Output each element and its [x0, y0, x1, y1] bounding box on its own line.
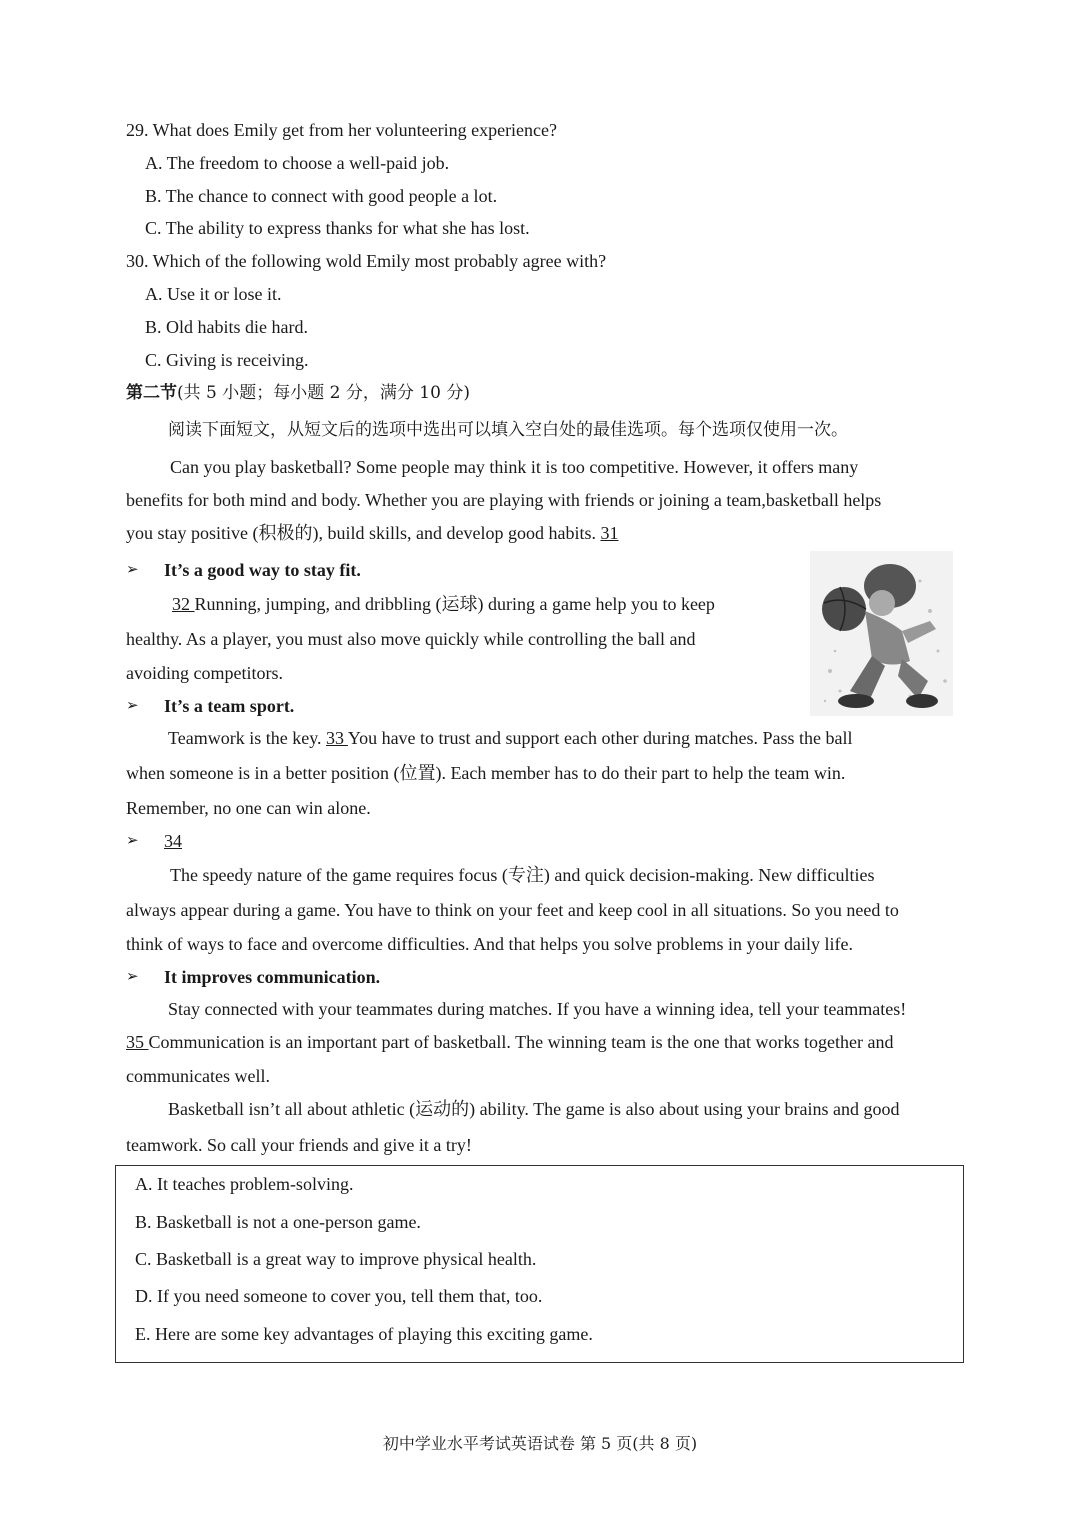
- team-line-1-a: Teamwork is the key.: [168, 728, 327, 748]
- comm-line-2: [126, 1030, 894, 1054]
- heading-communication: It improves communication.: [164, 967, 381, 987]
- blank-35: 35: [126, 1032, 149, 1052]
- choice-a: A. It teaches problem-solving.: [135, 1174, 354, 1194]
- choice-c: C. Basketball is a great way to improve physical health.: [135, 1249, 537, 1269]
- question-29-stem: 29. What does Emily get from her volunteering experience?: [126, 120, 558, 140]
- choices-box: [115, 1165, 964, 1363]
- question-29-option-c: C. The ability to express thanks for what she has lost.: [145, 218, 530, 238]
- bullet-arrow-icon: ➢: [126, 969, 139, 985]
- speed-line-3: think of ways to face and overcome difficulties. And that helps you solve problems in your daily life.: [126, 934, 854, 954]
- choice-d: D. If you need someone to cover you, tell them that, too.: [135, 1286, 543, 1306]
- intro-line-3: [126, 521, 618, 545]
- end-line-1: Basketball isn’t all about athletic (运动的) ability. The game is also about using your brains and good: [168, 1099, 900, 1119]
- bullet-arrow-icon: ➢: [126, 562, 139, 578]
- choice-b: B. Basketball is not a one-person game.: [135, 1212, 421, 1232]
- team-line-2: when someone is in a better position (位置). Each member has to do their part to help the team win.: [126, 763, 846, 783]
- team-line-1-b: You have to trust and support each other during matches. Pass the ball: [347, 728, 853, 748]
- blank-33: 33: [326, 728, 348, 748]
- comm-line-3: communicates well.: [126, 1066, 270, 1086]
- intro-line-1: Can you play basketball? Some people may think it is too competitive. However, it offers many: [170, 457, 859, 477]
- fit-line-3: avoiding competitors.: [126, 663, 283, 683]
- comm-line-2-text: Communication is an important part of basketball. The winning team is the one that works together and: [148, 1032, 894, 1052]
- fit-line-2: healthy. As a player, you must also move quickly while controlling the ball and: [126, 629, 696, 649]
- heading-stay-fit: It’s a good way to stay fit.: [164, 560, 361, 580]
- bullet-arrow-icon: ➢: [126, 698, 139, 714]
- team-line-1: [168, 726, 852, 750]
- speed-line-2: always appear during a game. You have to think on your feet and keep cool in all situations. So you need to: [126, 900, 899, 920]
- question-30-stem: 30. Which of the following wold Emily most probably agree with?: [126, 251, 607, 271]
- comm-line-1: Stay connected with your teammates during matches. If you have a winning idea, tell your teammates!: [168, 999, 907, 1019]
- question-30-option-a: A. Use it or lose it.: [145, 284, 282, 304]
- team-line-3: Remember, no one can win alone.: [126, 798, 371, 818]
- section-instruction: 阅读下面短文，从短文后的选项中选出可以填入空白处的最佳选项。每个选项仅使用一次。: [168, 420, 848, 440]
- fit-line-1-text: Running, jumping, and dribbling (运球) during a game help you to keep: [194, 594, 715, 614]
- intro-line-2: benefits for both mind and body. Whether you are playing with friends or joining a team,basketball helps: [126, 490, 882, 510]
- blank-34-underline: 34: [164, 831, 182, 851]
- question-30-option-c: C. Giving is receiving.: [145, 350, 309, 370]
- speed-line-1: The speedy nature of the game requires focus (专注) and quick decision-making. New difficulties: [170, 865, 875, 885]
- section-title: [126, 381, 470, 405]
- page-footer: 初中学业水平考试英语试卷 第 5 页(共 8 页): [382, 1434, 698, 1453]
- heading-team-sport: It’s a team sport.: [164, 696, 295, 716]
- blank-34: [164, 829, 182, 853]
- bullet-arrow-icon: ➢: [126, 833, 139, 849]
- question-29-option-a: A. The freedom to choose a well-paid job.: [145, 153, 450, 173]
- fit-line-1: [172, 592, 715, 616]
- section-title-rest: (共 5 小题；每小题 2 分，满分 10 分): [177, 383, 470, 403]
- end-line-2: teamwork. So call your friends and give it a try!: [126, 1135, 472, 1155]
- choice-e: E. Here are some key advantages of playing this exciting game.: [135, 1324, 593, 1344]
- basketball-player-image: [810, 551, 953, 716]
- section-title-bold: 第二节: [126, 383, 177, 403]
- blank-31: 31: [600, 523, 619, 543]
- blank-32: 32: [172, 594, 195, 614]
- intro-line-3-text: you stay positive (积极的), build skills, and develop good habits.: [126, 523, 596, 543]
- question-29-option-b: B. The chance to connect with good people a lot.: [145, 186, 498, 206]
- basketball-player-illustration: [810, 551, 953, 716]
- question-30-option-b: B. Old habits die hard.: [145, 317, 308, 337]
